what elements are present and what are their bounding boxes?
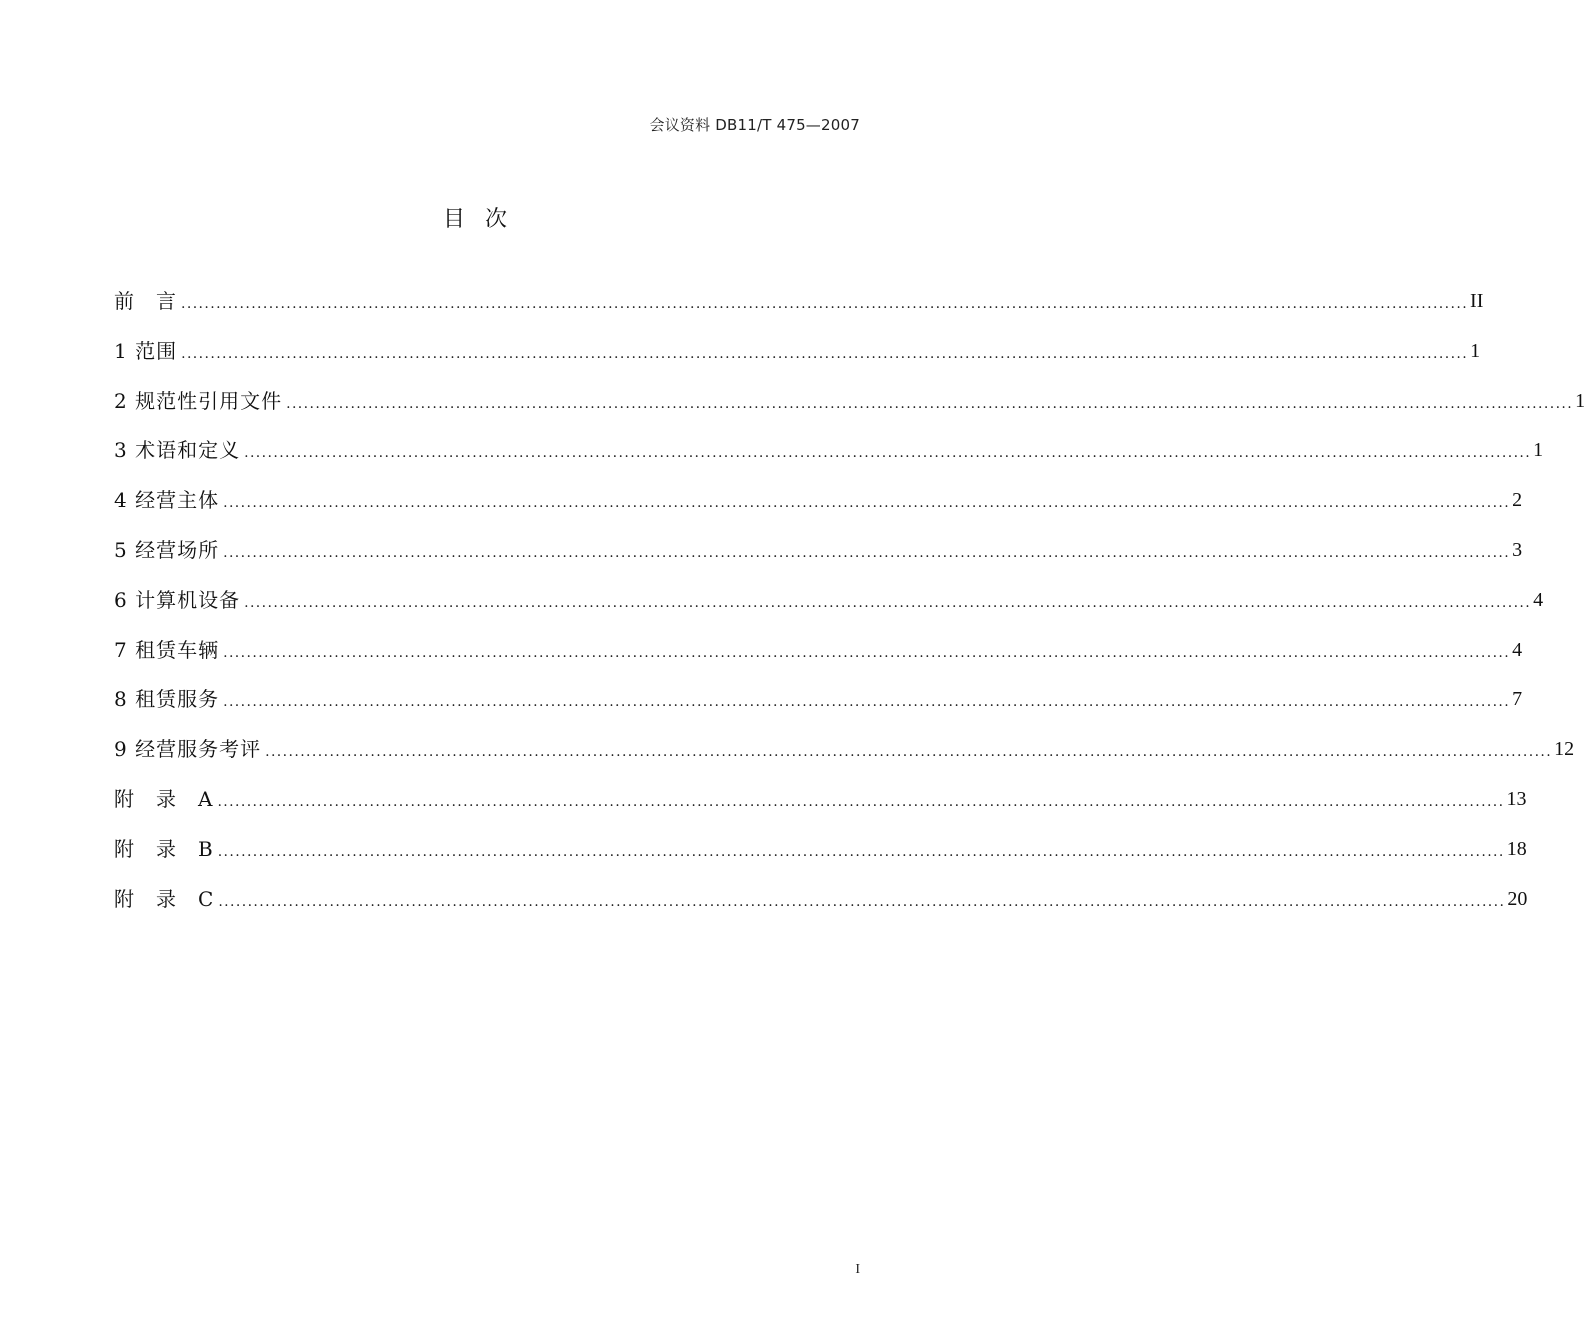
toc-page-number: 20 <box>1507 887 1528 910</box>
toc-entry-computer-equipment[interactable] <box>114 585 1544 635</box>
toc-entry-foreword[interactable] <box>114 286 1484 336</box>
toc-entry-appendix-a[interactable] <box>114 784 1527 834</box>
toc-leader-dots: ............................................................................................................................................................................................................................ <box>217 843 1505 860</box>
toc-leader-dots: ............................................................................................................................................................................................................................ <box>223 495 1511 512</box>
toc-entry-appendix-b[interactable] <box>114 834 1527 884</box>
toc-label: 1 范围 <box>114 338 178 363</box>
toc-entry-service-evaluation[interactable] <box>114 734 1575 784</box>
toc-page-number: 4 <box>1512 638 1523 661</box>
toc-label: 3 术语和定义 <box>114 438 241 463</box>
toc-leader-dots: ............................................................................................................................................................................................................................ <box>286 395 1574 412</box>
toc-label: 9 经营服务考评 <box>114 737 262 762</box>
toc-leader-dots: ............................................................................................................................................................................................................................ <box>218 893 1506 910</box>
toc-page-number: 2 <box>1512 489 1523 512</box>
toc-label: 附 录 B <box>114 836 214 861</box>
toc-leader-dots: ............................................................................................................................................................................................................................ <box>223 644 1511 661</box>
toc-entry-operating-premises[interactable] <box>114 535 1523 585</box>
toc-page-number: 1 <box>1533 439 1544 462</box>
toc-page-number: II <box>1470 290 1484 312</box>
toc-label: 5 经营场所 <box>114 537 220 562</box>
toc-page-number: 12 <box>1554 738 1575 761</box>
toc-page-number: 13 <box>1506 787 1527 810</box>
footer-page-number: I <box>855 1262 860 1277</box>
toc-entry-rental-vehicles[interactable] <box>114 635 1523 685</box>
toc-leader-dots: ............................................................................................................................................................................................................................ <box>181 296 1469 312</box>
toc-leader-dots: ............................................................................................................................................................................................................................ <box>244 445 1532 462</box>
toc-entry-normative-references[interactable] <box>114 386 1585 436</box>
toc-page-number: 1 <box>1470 339 1481 362</box>
toc-page-number: 3 <box>1512 538 1523 561</box>
toc-leader-dots: ............................................................................................................................................................................................................................ <box>217 793 1505 810</box>
toc-label: 6 计算机设备 <box>114 587 241 612</box>
toc-entry-terms-definitions[interactable] <box>114 435 1544 485</box>
toc-entry-scope[interactable] <box>114 336 1481 386</box>
toc-page-number: 18 <box>1506 837 1527 860</box>
toc-label: 2 规范性引用文件 <box>114 388 283 413</box>
toc-entry-rental-service[interactable] <box>114 684 1523 734</box>
toc-leader-dots: ............................................................................................................................................................................................................................ <box>223 694 1511 711</box>
toc-page-number: 4 <box>1533 588 1544 611</box>
toc-leader-dots: ............................................................................................................................................................................................................................ <box>181 345 1469 362</box>
toc-page-number: 1 <box>1575 389 1585 412</box>
toc-leader-dots: ............................................................................................................................................................................................................................ <box>223 544 1511 561</box>
toc-entry-appendix-c[interactable] <box>114 884 1528 934</box>
document-header: 会议资料 DB11/T 475—2007 <box>649 116 860 134</box>
toc-label: 附 录 C <box>114 886 215 911</box>
toc-leader-dots: ............................................................................................................................................................................................................................ <box>265 744 1553 761</box>
toc-label: 7 租赁车辆 <box>114 637 220 662</box>
toc-label: 4 经营主体 <box>114 488 220 513</box>
table-of-contents <box>114 286 1585 933</box>
toc-leader-dots: ............................................................................................................................................................................................................................ <box>244 594 1532 611</box>
page-title: 目次 <box>442 207 527 232</box>
toc-entry-operating-entity[interactable] <box>114 485 1523 535</box>
toc-label: 8 租赁服务 <box>114 687 220 712</box>
toc-label: 前 言 <box>114 289 177 313</box>
toc-page-number: 7 <box>1512 688 1523 711</box>
toc-label: 附 录 A <box>114 786 214 811</box>
